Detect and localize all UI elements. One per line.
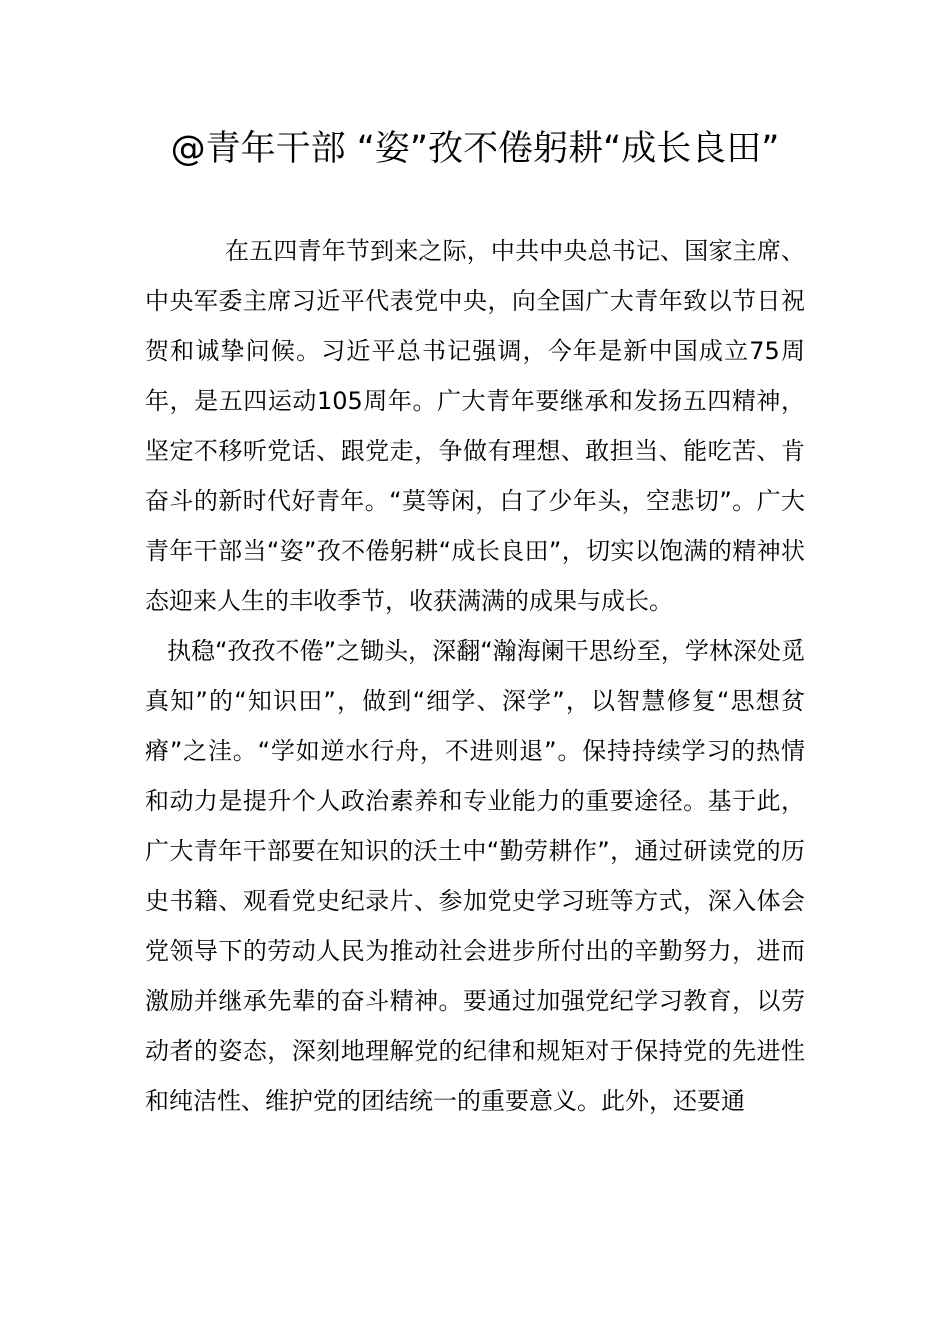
paragraph-study: 执稳“孜孜不倦”之锄头，深翻“瀚海阑干思纷至，学林深处觅真知”的“知识田”，做到“细学、深学”，以智慧修复“思想贫瘠”之洼。“学如逆水行舟，不进则退”。保持持续学习的热情和动力是提升个人政治素养和专业能力的重要途径。基于此，广大青年干部要在知识的沃土中“勤劳耕作”，通过研读党的历史书籍、观看党史纪录片、参加党史学习班等方式，深入体会党领导下的劳动人民为推动社会进步所付出的辛勤努力，进而激励并继承先辈的奋斗精神。要通过加强党纪学习教育，以劳动者的姿态，深刻地理解党的纪律和规矩对于保持党的先进性和纯洁性、维护党的团结统一的重要意义。此外，还要通 [145, 637, 805, 1115]
paragraph-intro: 在五四青年节到来之际，中共中央总书记、国家主席、中央军委主席习近平代表党中央，向全国广大青年致以节日祝贺和诚挚问候。习近平总书记强调，今年是新中国成立75周年，是五四运动105周年。广大青年要继承和发扬五四精神，坚定不移听党话、跟党走，争做有理想、敢担当、能吃苦、肯奋斗的新时代好青年。“莫等闲，白了少年头，空悲切”。广大青年干部当“姿”孜不倦躬耕“成长良田”，切实以饱满的精神状态迎来人生的丰收季节，收获满满的成果与成长。 [145, 237, 805, 615]
document-body [145, 226, 805, 1126]
document-title: @青年干部 “姿”孜不倦躬耕“成长良田” [170, 129, 780, 169]
